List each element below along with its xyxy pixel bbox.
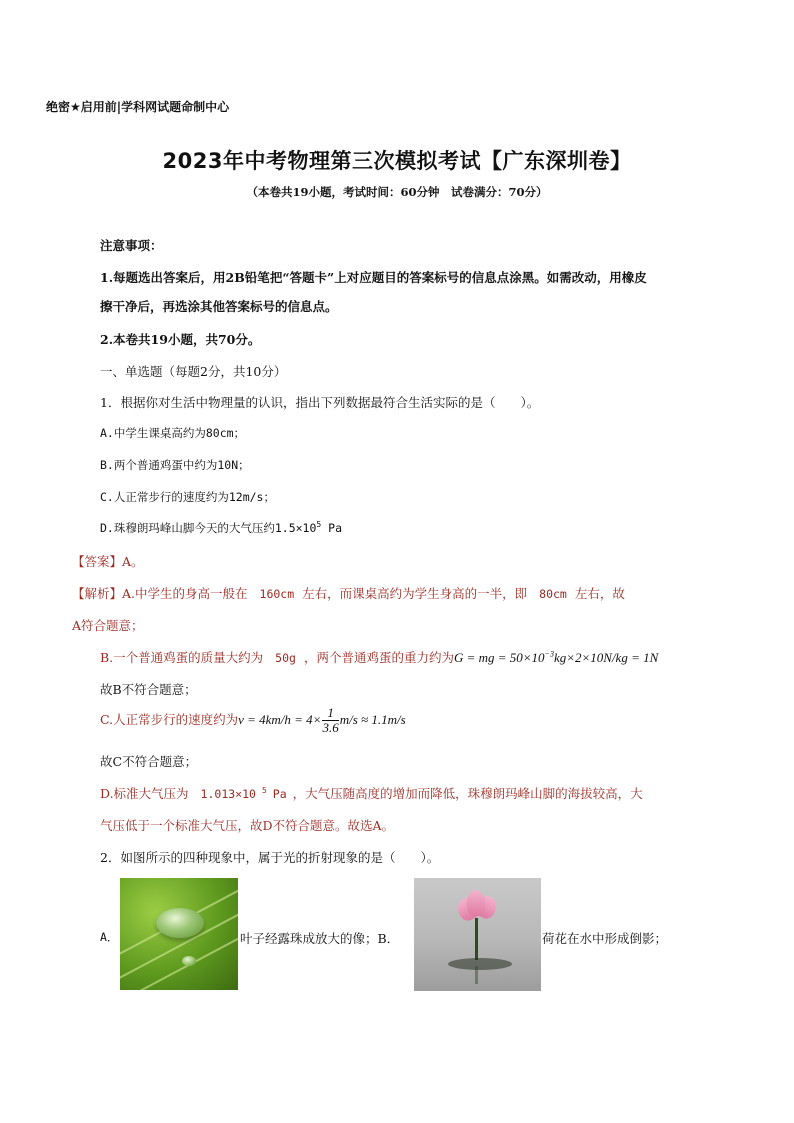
analysis-c-formula <box>238 705 406 736</box>
dewdrop-leaf-image <box>120 878 238 990</box>
c-fraction-denominator: 3.6 <box>322 720 339 736</box>
small-dewdrop <box>182 956 196 966</box>
question-1-option-a: A.中学生课桌高约为80cm； <box>100 426 246 440</box>
question-1-option-b: B.两个普通鸡蛋中约为10N； <box>100 458 250 472</box>
answer-line <box>72 552 144 570</box>
answer-label: 【答案】 <box>72 554 123 569</box>
analysis-label: 【解析】 <box>72 586 123 601</box>
c-formula-fraction <box>322 706 338 736</box>
analysis-b-formula <box>454 650 658 665</box>
exam-title: 2023年中考物理第三次模拟考试【广东深圳卷】 <box>162 149 632 173</box>
analysis-a-part-3: 左右，故 <box>574 586 625 601</box>
analysis-d-unit: Pa <box>272 787 287 801</box>
analysis-a-part-1: A.中学生的身高一般在 <box>122 586 248 601</box>
analysis-c-line-1 <box>100 706 406 736</box>
dewdrop <box>156 908 204 938</box>
question-2-option-b-text: 荷花在水中形成倒影； <box>542 931 668 946</box>
option-d-text: D.珠穆朗玛峰山脚今天的大气压约1.5×10 <box>100 521 317 535</box>
notice-item-1-line-1: 1.每题选出答案后，用2B铅笔把“答题卡”上对应题目的答案标号的信息点涂黑。如需改动，用橡皮 <box>100 270 647 285</box>
analysis-a-value-2: 80cm <box>539 587 567 601</box>
lotus-petal <box>467 890 485 916</box>
analysis-c-part-1: C.人正常步行的速度约为 <box>100 711 239 727</box>
notice-item-2: 2.本卷共19小题，共70分。 <box>100 332 261 347</box>
question-1-option-c: C.人正常步行的速度约为12m/s； <box>100 490 275 504</box>
lotus-stem <box>475 918 478 960</box>
notice-heading: 注意事项： <box>100 238 163 253</box>
lotus-reflection-image <box>414 878 541 991</box>
option-d-unit: Pa <box>321 521 342 535</box>
analysis-a-line-1 <box>72 584 625 602</box>
confidential-header: 绝密★启用前|学科网试题命制中心 <box>46 100 230 114</box>
b-formula-left: G = mg = 50×10 <box>453 650 545 665</box>
c-formula-right: m/s ≈ 1.1m/s <box>339 711 406 727</box>
analysis-b-part-1: B.一个普通鸡蛋的质量大约为 <box>100 650 264 665</box>
analysis-d-line-2: 气压低于一个标准大气压，故D不符合题意。故选A。 <box>100 818 395 833</box>
question-2-option-a-label: A． <box>100 930 119 944</box>
analysis-c-line-2: 故C不符合题意； <box>100 754 198 769</box>
analysis-a-line-2: A符合题意； <box>72 618 144 633</box>
analysis-d-part-2: ，大气压随高度的增加而降低，珠穆朗玛峰山脚的海拔较高，大 <box>292 786 643 801</box>
analysis-d-line-1 <box>100 784 643 802</box>
exam-subtitle: （本卷共19小题，考试时间：60分钟 试卷满分：70分） <box>246 185 548 199</box>
analysis-b-line-1 <box>100 648 658 666</box>
question-2-stem: 2．如图所示的四种现象中，属于光的折射现象的是（ ）。 <box>100 850 440 865</box>
question-1-option-d <box>100 520 342 536</box>
analysis-d-value: 1.013×10 <box>200 787 256 801</box>
answer-value: A。 <box>122 554 144 569</box>
analysis-a-value-1: 160cm <box>259 587 295 601</box>
question-1-stem: 1．根据你对生活中物理量的认识，指出下列数据最符合生活实际的是（ ）。 <box>100 395 540 410</box>
option-d-exponent: 5 <box>316 520 322 530</box>
analysis-b-line-2: 故B不符合题意； <box>100 682 197 697</box>
c-formula-left: v = 4km/h = 4× <box>238 711 322 727</box>
analysis-a-part-2: 左右，而课桌高约为学生身高的一半，即 <box>302 586 528 601</box>
section-heading: 一、单选题（每题2分，共10分） <box>100 364 287 379</box>
notice-item-1-line-2: 擦干净后，再选涂其他答案标号的信息点。 <box>100 299 338 314</box>
b-formula-right: kg×2×10N/kg = 1N <box>553 650 659 665</box>
reflected-stem <box>475 966 478 984</box>
analysis-d-exponent: 5 <box>261 785 267 795</box>
c-fraction-numerator: 1 <box>322 706 338 721</box>
question-2-option-a-text: 叶子经露珠成放大的像；B． <box>240 931 400 946</box>
water-reflection <box>448 958 512 970</box>
analysis-d-part-1: D.标准大气压为 <box>100 786 189 801</box>
b-formula-exponent: −3 <box>544 649 554 659</box>
analysis-b-part-2: ，两个普通鸡蛋的重力约为 <box>303 650 454 665</box>
analysis-b-value: 50g <box>275 651 296 665</box>
